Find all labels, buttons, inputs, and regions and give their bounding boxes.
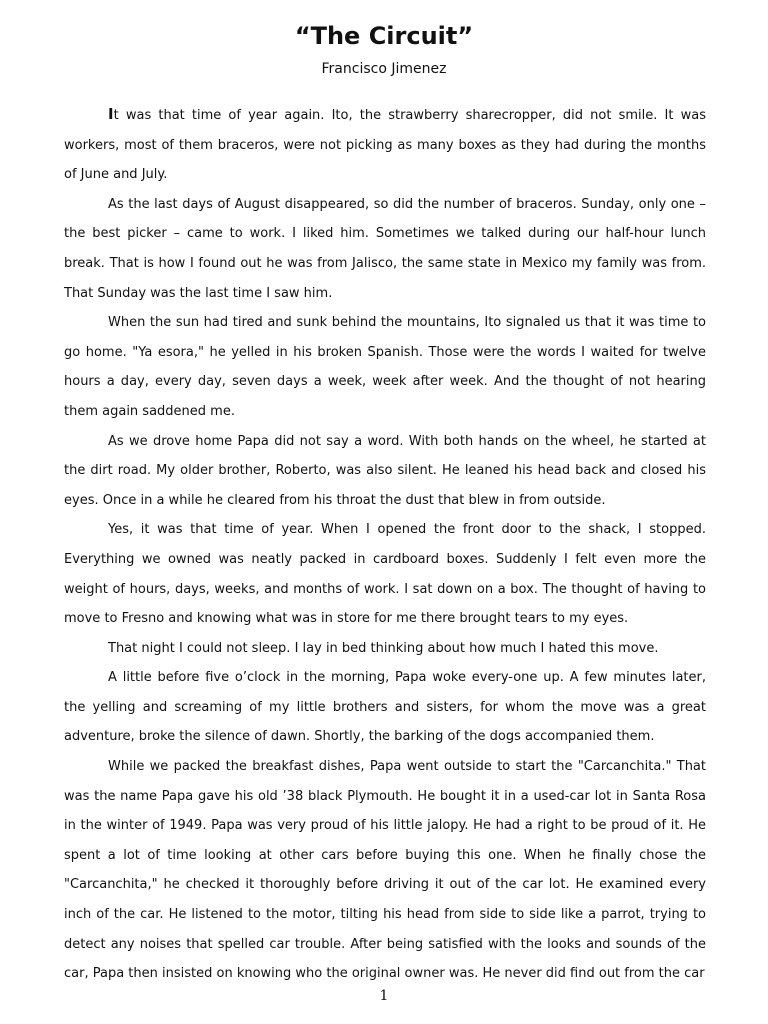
paragraph-1 <box>64 100 706 190</box>
paragraph-6: That night I could not sleep. I lay in bed thinking about how much I hated this move. <box>108 640 659 656</box>
paragraph-8: While we packed the breakfast dishes, Papa went outside to start the "Carcanchita." That was the name Papa gave his old ’38 black Plymouth. He bought it in a used-car lot in Santa Rosa in the winter of 1949. Papa was very proud of his little jalopy. He had a right to be proud of it. He spent a lot of time looking at other cars before buying this one. When he finally chose the "Carcanchita," he checked it thoroughly before driving it out of the car lot. He examined every inch of the car. He listened to the motor, tilting his head from side to side like a parrot, trying to detect any noises that spelled car trouble. After being satisfied with the looks and sounds of the car, Papa then insisted on knowing who the original owner was. He never did find out from the car <box>64 759 706 982</box>
page-title: “The Circuit” <box>294 22 474 50</box>
author-name: Francisco Jimenez <box>321 61 447 77</box>
paragraph-4: As we drove home Papa did not say a word. With both hands on the wheel, he started at the dirt road. My older brother, Roberto, was also silent. He leaned his head back and closed his eyes. Once in a while he cleared from his throat the dust that blew in from outside. <box>64 433 706 508</box>
paragraph-1-text: t was that time of year again. Ito, the strawberry sharecropper, did not smile. It was workers, most of them braceros, were not picking as many boxes as they had during the months of June and July. <box>64 108 706 183</box>
paragraph-3: When the sun had tired and sunk behind the mountains, Ito signaled us that it was time to go home. "Ya esora," he yelled in his broken Spanish. Those were the words I waited for twelve hours a day, every day, seven days a week, week after week. And the thought of not hearing them again saddened me. <box>64 315 706 419</box>
paragraph-7: A little before five o’clock in the morning, Papa woke every-one up. A few minutes later, the yelling and screaming of my little brothers and sisters, for whom the move was a great adventure, broke the silence of dawn. Shortly, the barking of the dogs accompanied them. <box>64 670 706 745</box>
paragraph-5: Yes, it was that time of year. When I opened the front door to the shack, I stopped. Everything we owned was neatly packed in cardboard boxes. Suddenly I felt even more the weight of hours, days, weeks, and months of work. I sat down on a box. The thought of having to move to Fresno and knowing what was in store for me there brought tears to my eyes. <box>64 522 706 627</box>
story-body <box>64 100 706 989</box>
drop-cap-letter: I <box>108 105 114 123</box>
page-number: 1 <box>379 988 389 1004</box>
paragraph-2: As the last days of August disappeared, so did the number of braceros. Sunday, only one – the best picker – came to work. I liked him. Sometimes we talked during our half-hour lunch break. That is how I found out he was from Jalisco, the same state in Mexico my family was from. That Sunday was the last time I saw him. <box>64 196 706 301</box>
